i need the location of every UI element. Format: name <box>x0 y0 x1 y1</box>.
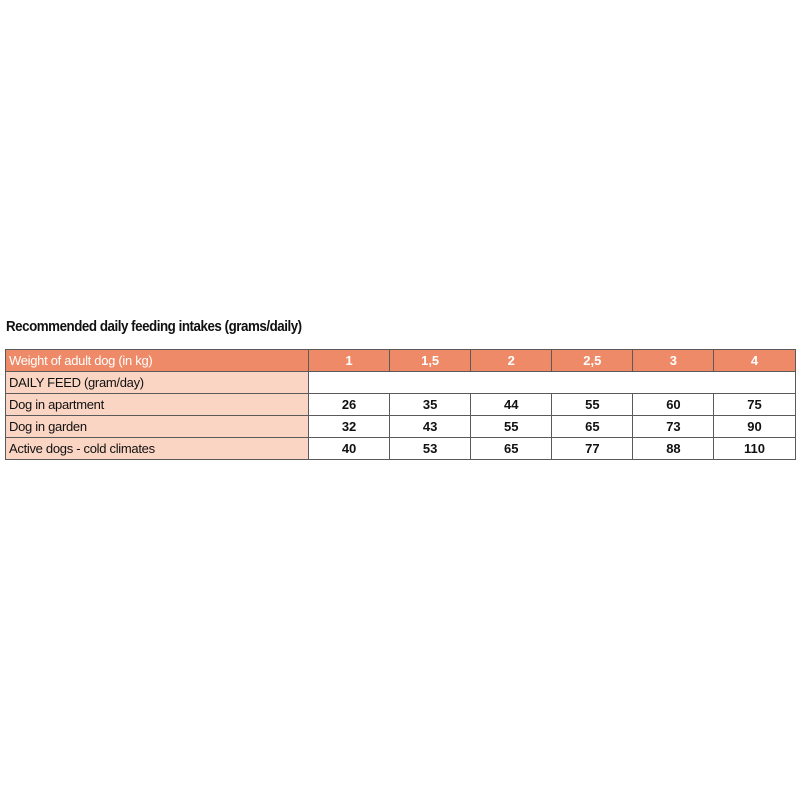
header-weight-cell: 2,5 <box>552 350 633 372</box>
table-row <box>6 416 796 438</box>
table-title: Recommended daily feeding intakes (grams/daily) <box>6 319 302 335</box>
table-cell: 55 <box>552 394 633 416</box>
section-row <box>6 372 796 394</box>
table-row <box>6 394 796 416</box>
table-cell: 65 <box>552 416 633 438</box>
table-cell: 32 <box>309 416 390 438</box>
table-header-row <box>6 350 796 372</box>
header-weight-cell: 1 <box>309 350 390 372</box>
header-weight-label: Weight of adult dog (in kg) <box>6 350 309 372</box>
table-cell: 43 <box>390 416 471 438</box>
table-cell: 73 <box>633 416 714 438</box>
table-cell: 90 <box>714 416 795 438</box>
table-cell: 53 <box>390 438 471 460</box>
table-cell: 44 <box>471 394 552 416</box>
header-weight-cell: 4 <box>714 350 795 372</box>
table-cell: 55 <box>471 416 552 438</box>
row-label: Dog in garden <box>6 416 309 438</box>
header-weight-cell: 2 <box>471 350 552 372</box>
table-cell: 65 <box>471 438 552 460</box>
header-weight-cell: 3 <box>633 350 714 372</box>
table-cell: 77 <box>552 438 633 460</box>
table-row <box>6 438 796 460</box>
section-blank-cell <box>309 372 796 394</box>
section-label: DAILY FEED (gram/day) <box>6 372 309 394</box>
row-label: Dog in apartment <box>6 394 309 416</box>
table-cell: 88 <box>633 438 714 460</box>
table-cell: 35 <box>390 394 471 416</box>
row-label: Active dogs - cold climates <box>6 438 309 460</box>
header-weight-cell: 1,5 <box>390 350 471 372</box>
table-cell: 75 <box>714 394 795 416</box>
feeding-table <box>5 349 796 460</box>
table-cell: 60 <box>633 394 714 416</box>
table-cell: 40 <box>309 438 390 460</box>
table-cell: 26 <box>309 394 390 416</box>
table-cell: 110 <box>714 438 795 460</box>
